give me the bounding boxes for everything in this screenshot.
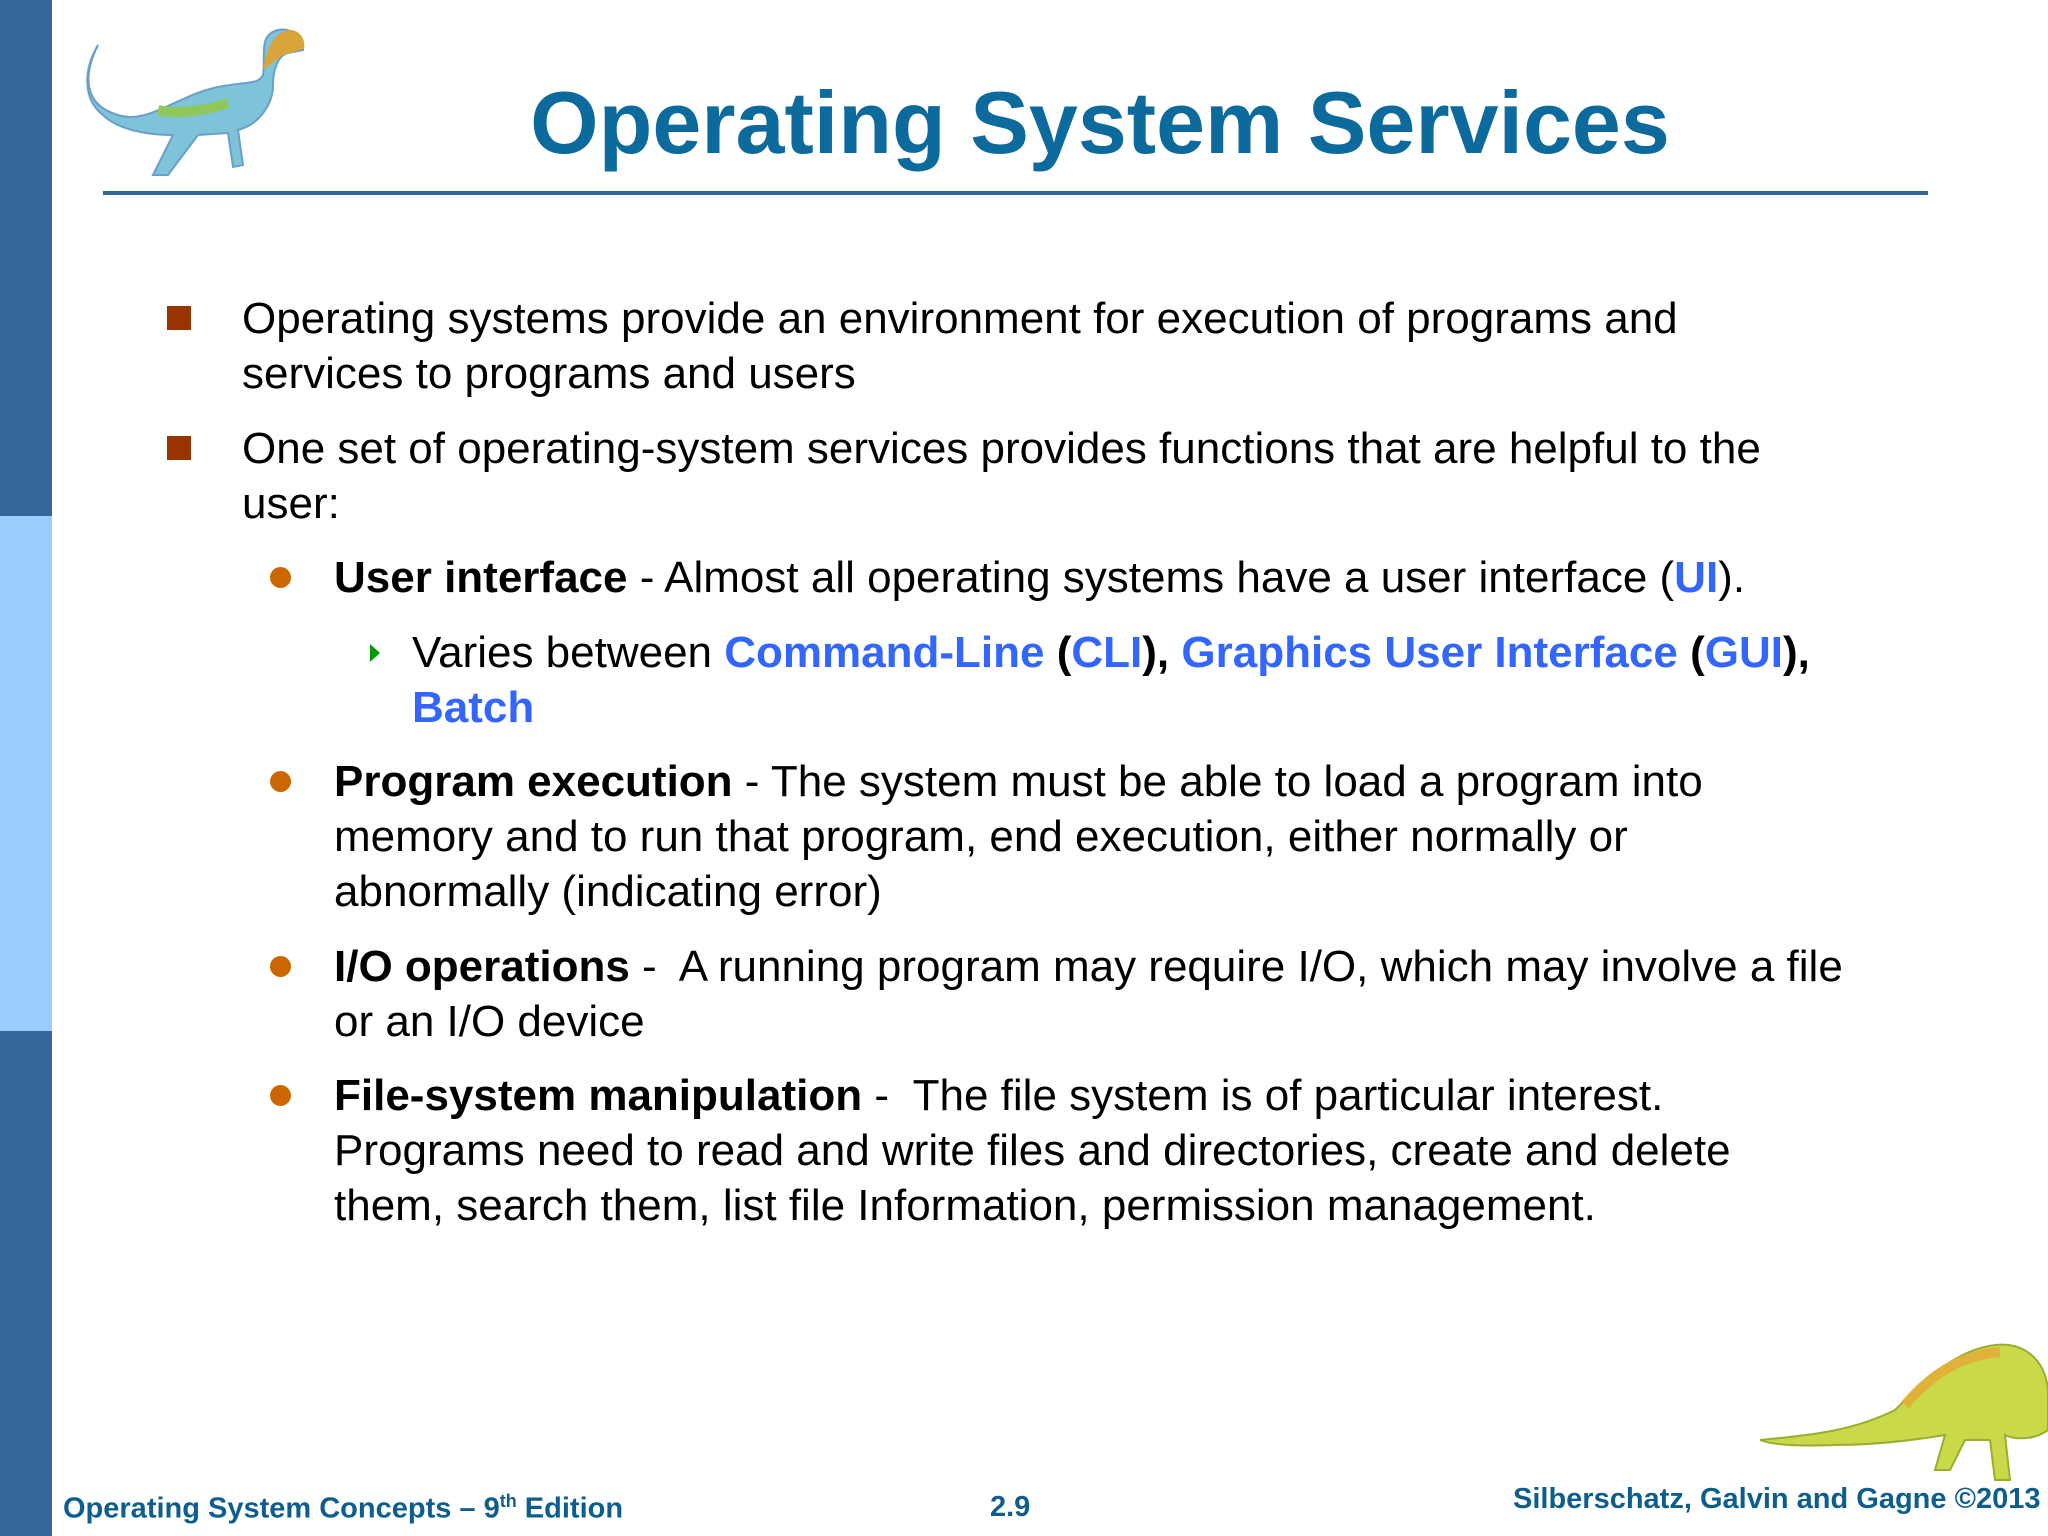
prefix: Varies between <box>412 628 725 677</box>
dinosaur-logo-top <box>78 15 318 190</box>
paren: ( <box>1044 628 1072 677</box>
footer-book <box>63 1491 623 1526</box>
edition: Edition <box>516 1492 624 1525</box>
abbr-ui: UI <box>1674 553 1719 602</box>
desc: - Almost all operating systems have a user interface ( <box>627 553 1675 602</box>
title-underline <box>103 191 1928 195</box>
cli: Command-Line <box>724 628 1045 677</box>
paren: ), <box>1782 628 1810 677</box>
bullet-dot-icon <box>270 1085 291 1106</box>
service-file-system <box>334 1068 1834 1233</box>
footer-authors: Silberschatz, Galvin and Gagne ©2013 <box>1513 1483 2041 1515</box>
bullet-service-set: One set of operating-system services provides functions that are helpful to the user: <box>242 424 1761 528</box>
sidebar-band-middle <box>0 516 52 1031</box>
ui-types <box>412 625 1892 735</box>
term: I/O operations <box>334 942 630 991</box>
service-io-operations <box>334 939 1874 1049</box>
bullet-dot-icon <box>270 771 291 792</box>
bullet-square-icon <box>167 436 191 460</box>
bullet-environment: Operating systems provide an environment for execution of programs and services to programs and users <box>242 294 1678 398</box>
bullet-dot-icon <box>270 567 291 588</box>
batch: Batch <box>412 683 535 732</box>
bullet-dot-icon <box>270 956 291 977</box>
footer-page-number: 2.9 <box>990 1491 1031 1523</box>
desc: - The file system is of particular interest. Programs need to read and write files and directories, create and delete them, search them, list file Information, permission management. <box>334 1071 1743 1230</box>
cli-abbr: CLI <box>1071 628 1143 677</box>
gui-abbr: GUI <box>1704 628 1783 677</box>
dinosaur-logo-bottom <box>1755 1330 2048 1490</box>
edition-sup: th <box>499 1491 517 1511</box>
end: ). <box>1718 553 1746 602</box>
term: Program execution <box>334 757 733 806</box>
term: User interface <box>334 553 628 602</box>
sidebar-band-top <box>0 0 52 516</box>
paren: ), <box>1142 628 1182 677</box>
gui: Graphics User Interface <box>1181 628 1678 677</box>
bullet-arrow-icon <box>370 644 380 662</box>
service-user-interface <box>334 550 1894 605</box>
book-title: Operating System Concepts – 9 <box>63 1492 500 1525</box>
desc: - A running program may require I/O, which may involve a file or an I/O device <box>334 942 1856 1046</box>
sidebar-band-bottom <box>0 1031 52 1536</box>
slide-title: Operating System Services <box>530 73 1670 172</box>
service-program-execution <box>334 754 1804 919</box>
term: File-system manipulation <box>334 1071 863 1120</box>
desc: - The system must be able to load a program into memory and to run that program, end execution, either normally or abnormally (indicating error) <box>334 757 1703 916</box>
bullet-square-icon <box>167 306 191 330</box>
paren: ( <box>1677 628 1705 677</box>
